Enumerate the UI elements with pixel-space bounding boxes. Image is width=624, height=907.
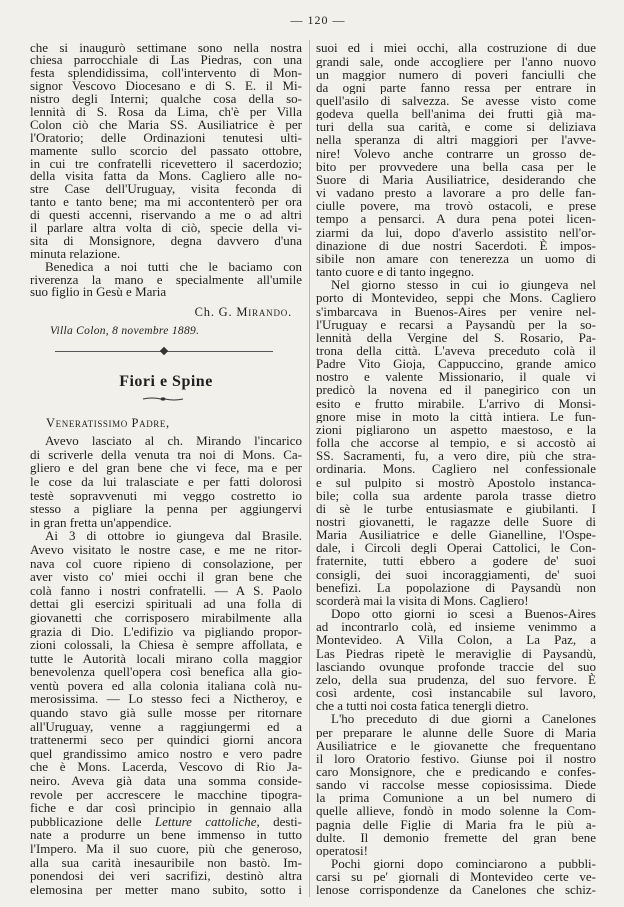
text-line: operatosi! (316, 843, 368, 858)
text-line: s'imbarcava in Buenos-Aires per venire nel- (316, 304, 596, 318)
place-date: Villa Colon, 8 novembre 1889. (50, 325, 200, 337)
text-line: minuta relazione. (30, 247, 121, 261)
page-number: — 120 — (290, 13, 346, 27)
text-line: grazia di Dio. L'edifizio va pigliando propor- (30, 624, 302, 639)
signature-surname: Mirando. (236, 305, 292, 319)
text-line: tempo a pensarci. A dura pena potei licen- (316, 212, 596, 226)
text-line: quel grandissimo amico nostro e vero padre (30, 746, 302, 761)
text-segment: , desti- (256, 814, 302, 829)
text-line: benevolenza quell'opera così benefica alla gio- (30, 665, 302, 679)
text-line: esito e frutto mirabile. L'arrivo di Monsi- (316, 396, 596, 410)
text-line: nire! Volevo anche contrarre un grosso de- (316, 146, 596, 160)
text-line: Colon ciò che Maria SS. Ausiliatrice è per (30, 118, 302, 132)
text-line: ad incontrarlo colà, ed insieme venimmo a (316, 620, 596, 634)
section-divider (55, 351, 273, 352)
text-line: caro Monsignore, che e predicando e confes- (316, 764, 596, 779)
text-line: che è Mons. Lacerda, Vescovo di Rio Ja- (30, 760, 302, 775)
text-line: carsi su pe' giornali di Montevideo certe ve- (316, 870, 596, 884)
text-line: trattenermi seco per quindici giorni ancora (30, 733, 302, 747)
text-line: giovanetti che corrisposero mirabilmente alla (30, 610, 302, 625)
text-line: vi vadano presto a lavorare a pro delle fan- (316, 186, 596, 200)
text-line: pagnia delle Figlie di Maria fra le più a- (316, 817, 596, 831)
salutation: Veneratissimo Padre, (46, 416, 170, 430)
text-line (30, 815, 302, 829)
text-line: nostro e valente Missionario, il quale vi (316, 370, 596, 384)
text-line: gnore mise in moto la città intiera. Le fun- (316, 409, 596, 423)
text-line: zioni colossali, la Chiesa è sempre affollata, e (30, 638, 302, 652)
text-line: dulte. Il demonio fremette del gran bene (316, 830, 596, 844)
text-line: Montevideo. A Villa Colon, a La Paz, a (316, 633, 596, 647)
divider-ornament (160, 347, 168, 355)
text-line: Ausiliatrice e le giovanette che frequentano (316, 738, 596, 752)
text-line: tanto e tanto bene; ma mi accontenterò per ora (30, 196, 302, 210)
text-line: sita di Monsignore, degna davvero d'una (30, 234, 302, 248)
text-line: così ardente, così instancabile sul lavoro, (316, 686, 596, 700)
text-line: lennità della Vergine del S. Rosario, Pa- (316, 330, 596, 344)
text-segment: pubblicazione delle (30, 814, 155, 829)
article-title: Fiori e Spine (119, 373, 213, 390)
text-line: Maria Ausiliatrice e delle Gianelline, l'Ospe- (316, 528, 596, 542)
text-line: gliero e del gran bene che vi fece, ma e per (30, 461, 302, 475)
text-line: SS. Sacramenti, fu, a vero dire, più che stra- (316, 449, 596, 463)
text-line: Dopo otto giorni io scesi a Buenos-Aires (331, 607, 596, 621)
text-line: un maggior numero di poveri fanciulli che (316, 67, 596, 81)
text-line: che a tutti noi costa fatica tenergli dietro. (316, 699, 529, 713)
text-line: chiesa parrocchiale di Las Piedras, con una (30, 54, 302, 68)
text-line: nava col cuore ripieno di consolazione, per (30, 556, 302, 571)
text-line: signor Vescovo Diocesano e di S. E. il Mi- (30, 80, 302, 94)
text-line: benefizi. La popolazione di Paysandù non (316, 580, 596, 594)
text-line: l'Oratorio; delle Ordinazioni tenutesi ulti- (30, 131, 302, 145)
text-line: aver visto co' miei occhi il gran bene che (30, 570, 302, 584)
text-line: alla sua carità inesauribile non bastò. Im- (30, 855, 302, 870)
text-line: sibile non amare con tenerezza un uomo di (316, 251, 596, 266)
text-line: merosissima. — Lo stesso feci a Nictheroy, e (30, 692, 302, 707)
signature (30, 305, 292, 320)
text-line: Suore di Maria Ausiliatrice, desiderando che (316, 172, 596, 187)
text-line: Benedica a noi tutti che le baciamo con (45, 260, 302, 274)
text-line: nistro degli Interni; qualche cosa della so- (30, 93, 302, 106)
text-line: testè sopravvenuti mi veggo costretto io (30, 488, 302, 503)
text-line: zioni pigliarono un aspetto maestoso, e la (316, 422, 596, 437)
text-line: ordinaria. Mons. Cagliero nel confessionale (316, 462, 596, 476)
text-line: zelo, della sua prudenza, del suo fervore. È (316, 672, 596, 687)
text-line: all'Uruguay, venne a raggiungermi ed a (30, 719, 302, 734)
text-line: l'Uruguay e recarsi a Paysandù per la so- (316, 317, 596, 331)
letter-column (30, 42, 302, 300)
text-line: colà fanno i nostri confratelli. — A S. Paolo (30, 583, 302, 598)
text-line: della visita fatta da Mons. Cagliero alle no- (30, 170, 302, 184)
text-line: da ogni parte fanno ressa per entrare in (316, 80, 596, 95)
title-ornament (141, 394, 185, 404)
text-line: grandi sale, onde accogliere per l'anno nuovo (316, 54, 596, 68)
text-line: festa splendidissima, coll'intervento di Mon- (30, 67, 302, 81)
signature-initials: Ch. G. (194, 305, 237, 319)
text-line: suoi ed i miei occhi, alla costruzione di due (316, 41, 596, 55)
text-line: dale, i Circoli degli Operai Cattolici, le Con- (316, 541, 596, 555)
text-line: l'Impero. Ma il suo cuore, più che generoso, (30, 842, 302, 856)
text-line: lenose corrispondenze da Canelones che schiz- (316, 883, 596, 897)
text-line: godeva quella bell'anima dei frutti già ma- (316, 107, 596, 121)
text-line: e sul pulpito si mostrò Apostolo instanca- (316, 475, 596, 489)
text-line: in cui tre confratelli ricevettero il sacerdozio; (30, 157, 302, 171)
text-line: trona della città. L'aveva preceduto colà il (316, 343, 596, 358)
text-line: in gran fretta un'appendice. (30, 515, 172, 530)
text-line: neiro. Aveva già data una somma conside- (30, 774, 302, 788)
text-line: L'ho preceduto di due giorni a Canelones (331, 712, 596, 726)
text-line: elemosina per metter mano subito, sotto i (30, 882, 302, 897)
text-line: Ai 3 di ottobre io giungeva dal Brasile. (45, 529, 302, 543)
text-line: predicò la novena ed il panegirico con un (316, 383, 596, 397)
column-rule (309, 40, 310, 897)
article-left-column (30, 434, 302, 896)
text-line: che si inaugurò settimane sono nella nostra (30, 41, 302, 55)
text-line: Pochi giorni dopo cominciarono a pubbli- (331, 857, 596, 871)
text-line: dinazione di due nostri Sacerdoti. È impos- (316, 238, 596, 252)
text-line: Nel giorno stesso in cui io giungeva nel (331, 278, 596, 292)
text-line: di questi accenni, riservando a me o ad altri (30, 209, 302, 222)
text-line: nella speranza di altri maggiori per l'avve- (316, 133, 596, 147)
text-line: ciulle povere, ma trovò ostacoli, e prese (316, 199, 596, 213)
text-line: bito per provvedere una bella casa per le (316, 159, 596, 173)
text-line: quando stavo già sulle mosse per ritornare (30, 706, 302, 720)
text-line: di sè le turbe entusiasmate e giubilanti. I (316, 501, 596, 516)
text-line: bile; colla sua ardente parola trasse dietro (316, 488, 596, 502)
text-line: folla che accorse al tempio, e si accostò ai (316, 436, 596, 450)
text-line: dettai gli esercizi spirituali ad una folla di (30, 597, 302, 611)
text-line: sando vi raccolse messe copiosissima. Diede (316, 778, 596, 792)
text-line: ziarmi da lui, dopo d'averlo assistito nell'or- (316, 225, 596, 239)
text-line: nate a produrre un bene immenso in tutto (30, 828, 302, 842)
text-line: la prima Comunione a un bel numero di (316, 791, 596, 805)
text-line: porto di Montevideo, seppi che Mons. Cagliero (316, 291, 596, 305)
text-line: tutte le Autorità locali mirano colla maggior (30, 651, 302, 666)
text-line: scorderà mai la visita di Mons. Cagliero! (316, 593, 529, 608)
text-line: Las Piedras ripetè le meraviglie di Paysandù, (316, 646, 596, 660)
text-line: ventù povera ed alla colonia italiana colà nu- (30, 678, 302, 693)
text-line: quelle allieve, fondò in modo solenne la Com- (316, 804, 596, 818)
article-right-column (316, 41, 596, 896)
italic-text: Letture cattoliche (154, 814, 257, 829)
text-line: fiche e dar così principio in gennaio alla (30, 801, 302, 815)
text-line: ponendosi dei veri sacrifizi, destinò altra (30, 869, 302, 883)
text-line: le cose da lui tralasciate e per fatti dolorosi (30, 474, 302, 489)
text-line: il parlare altra volta di ciò, specie della vi- (30, 221, 302, 235)
text-line: Padre Vito Gioja, Cappuccino, grande amico (316, 357, 596, 371)
text-line: tanto cuore e di tanto ingegno. (316, 265, 475, 279)
text-line: lennità di S. Rosa da Lima, ch'è per Villa (30, 105, 302, 119)
text-line: nostri giovanetti, le ragazze delle Suore di (316, 515, 596, 529)
text-line: quell'asilo di salvezza. Se avesse visto come (316, 94, 596, 108)
text-line: per preparare le alunne delle Suore di Maria (316, 725, 596, 739)
text-line: di scriverle della venuta tra noi di Mons. Ca- (30, 447, 302, 462)
text-line: turi della sua carità, e come si deliziava (316, 120, 596, 134)
text-line: riverenza la mano e specialmente all'umile (30, 273, 302, 287)
text-line: Avevo lasciato al ch. Mirando l'incarico (45, 434, 302, 448)
text-line: revole per accrescere le macchine tipogra- (30, 787, 302, 802)
text-line: lasciando ovunque profonde traccie del suo (316, 659, 596, 673)
text-line: suo figlio in Gesù e Maria (30, 286, 167, 300)
text-line: mamente sullo scorcio del passato ottobre, (30, 144, 302, 158)
text-line: Avevo visitato le nostre case, e me ne ritor- (30, 542, 302, 557)
text-line: il loro Oratorio festivo. Giunse poi il nostro (316, 751, 596, 765)
text-line: stre Case dell'Uruguay, visita feconda di (30, 183, 302, 197)
text-line: stesso a pigliare la penna per aggiungervi (30, 502, 302, 516)
text-line: fraternite, tutti ebbero a godere de' suoi (316, 554, 596, 568)
text-line: consigli, dei suoi incoraggiamenti, de' suoi (316, 567, 596, 581)
